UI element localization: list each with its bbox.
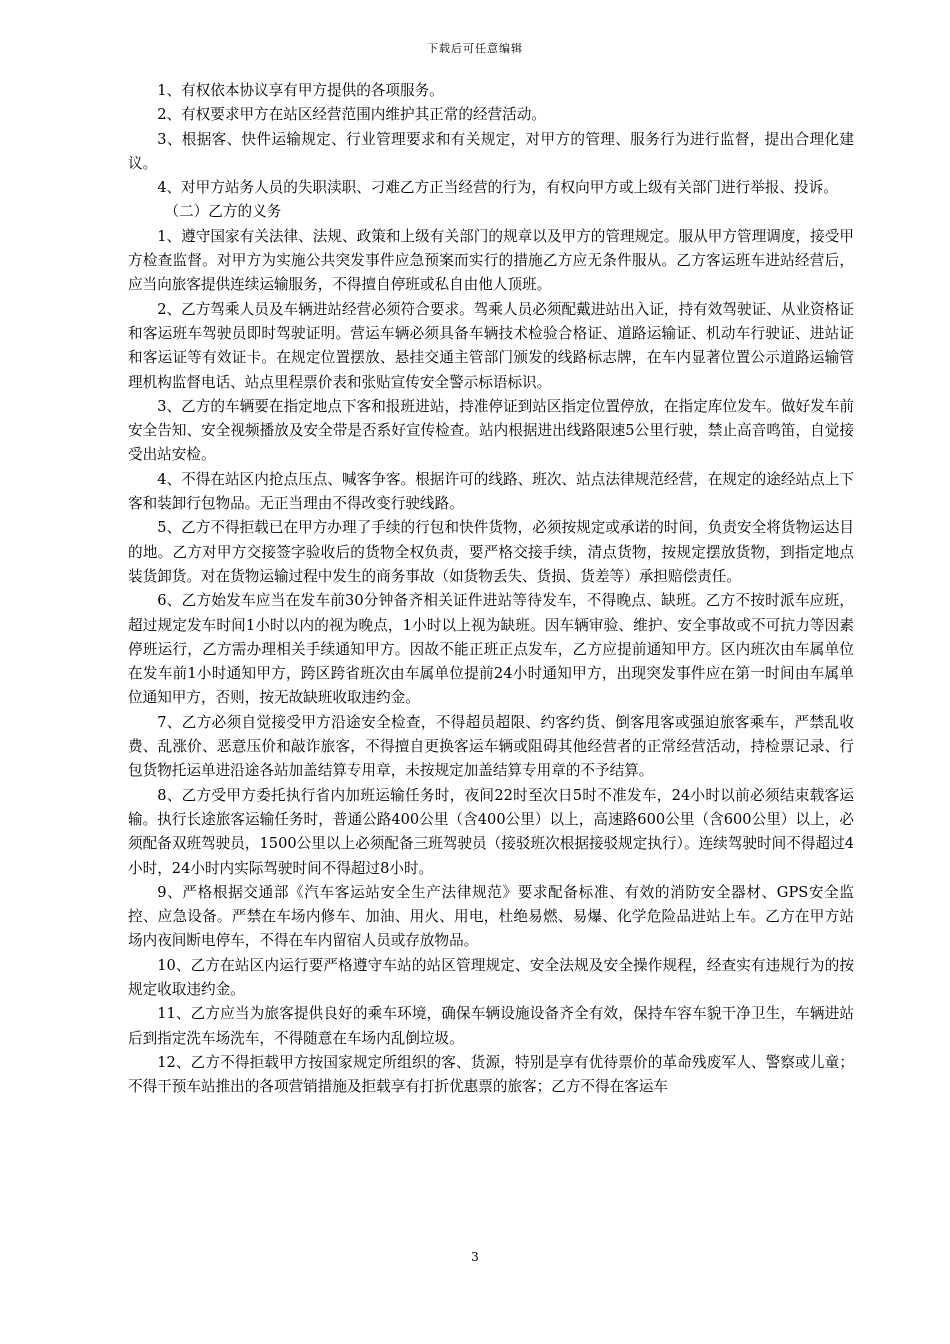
document-body xyxy=(128,79,854,1099)
section-heading: （二）乙方的义务 xyxy=(164,203,282,221)
obligation-6: 6、乙方始发车应当在发车前30分钟备齐相关证件进站等待发车，不得晚点、缺班。乙方不按时派车应班，超过规定发车时间1小时以内的视为晚点，1小时以上视为缺班。因车辆审验、维护、安全事故或不可抗力等因素停班运行，乙方需办理相关手续通知甲方。因故不能正班正点发车，乙方应提前通知甲方。区内班次由车属单位在发车前1小时通知甲方，跨区跨省班次由车属单位提前24小时通知甲方，出现突发事件应在第一时间由车属单位通知甲方，否则，按无故缺班收取违约金。 xyxy=(128,592,854,707)
clause-3: 3、根据客、快件运输规定、行业管理要求和有关规定，对甲方的管理、服务行为进行监督，提出合理化建议。 xyxy=(128,130,854,172)
obligation-9: 9、严格根据交通部《汽车客运站安全生产法律规范》要求配备标准、有效的消防安全器材、GPS安全监控、应急设备。严禁在车场内修车、加油、用火、用电，杜绝易燃、易爆、化学危险品进站上车。乙方在甲方站场内夜间断电停车，不得在车内留宿人员或存放物品。 xyxy=(128,883,854,950)
obligation-7: 7、乙方必须自觉接受甲方沿途安全检查，不得超员超限、约客约货、倒客甩客或强迫旅客乘车，严禁乱收费、乱涨价、恶意压价和敲诈旅客，不得擅自更换客运车辆或阻碍其他经营者的正常经营活动，持检票记录、行包货物托运单进沿途各站加盖结算专用章，未按规定加盖结算专用章的不予结算。 xyxy=(128,713,854,780)
clause-1: 1、有权依本协议享有甲方提供的各项服务。 xyxy=(157,82,444,99)
obligation-11: 11、乙方应当为旅客提供良好的乘车环境，确保车辆设施设备齐全有效，保持车容车貌干净卫生，车辆进站后到指定洗车场洗车，不得随意在车场内乱倒垃圾。 xyxy=(128,1005,854,1047)
obligation-4: 4、不得在站区内抢点压点、喊客争客。根据许可的线路、班次、站点法律规范经营，在规定的途经站点上下客和装卸行包物品。无正当理由不得改变行驶线路。 xyxy=(128,470,854,513)
obligation-10: 10、乙方在站区内运行要严格遵守车站的站区管理规定、安全法规及安全操作规程，经查实有违规行为的按规定收取违约金。 xyxy=(128,956,854,998)
obligation-2: 2、乙方驾乘人员及车辆进站经营必须符合要求。驾乘人员必须配戴进站出入证，持有效驾驶证、从业资格证和客运班车驾驶员即时驾驶证明。营运车辆必须具备车辆技术检验合格证、道路运输证、机动车行驶证、进站证和客运证等有效证卡。在规定位置摆放、悬挂交通主管部门颁发的线路标志牌，在车内显著位置公示道路运输管理机构监督电话、站点里程票价表和张贴宣传安全警示标语标识。 xyxy=(128,300,854,391)
obligation-1: 1、遵守国家有关法律、法规、政策和上级有关部门的规章以及甲方的管理规定。服从甲方管理调度，接受甲方检查监督。对甲方为实施公共突发事件应急预案而实行的措施乙方应无条件服从。乙方客运班车进站经营后，应当向旅客提供连续运输服务，不得擅自停班或私自由他人顶班。 xyxy=(128,227,854,294)
obligation-8: 8、乙方受甲方委托执行省内加班运输任务时，夜间22时至次日5时不准发车，24小时以前必须结束载客运输。执行长途旅客运输任务时，普通公路400公里（含400公里）以上，高速路600公里（含600公里）以上，必须配备双班驾驶员，1500公里以上必须配备三班驾驶员（接驳班次根据接驳规定执行）。连续驾驶时间不得超过4小时，24小时内实际驾驶时间不得超过8小时。 xyxy=(128,786,854,877)
obligation-3: 3、乙方的车辆要在指定地点下客和报班进站，持准停证到站区指定位置停放，在指定库位发车。做好发车前安全告知、安全视频播放及安全带是否系好宣传检查。站内根据进出线路限速5公里行驶，禁止高音鸣笛，自觉接受出站安检。 xyxy=(128,397,854,464)
clause-4: 4、对甲方站务人员的失职渎职、刁难乙方正当经营的行为，有权向甲方或上级有关部门进行举报、投诉。 xyxy=(157,179,838,197)
obligation-5: 5、乙方不得拒载已在甲方办理了手续的行包和快件货物，必须按规定或承诺的时间，负责安全将货物运达目的地。乙方对甲方交接签字验收后的货物全权负责，要严格交接手续，清点货物，按规定摆放货物，到指定地点装货卸货。对在货物运输过程中发生的商务事故（如货物丢失、货损、货差等）承担赔偿责任。 xyxy=(128,519,854,585)
page-number: 3 xyxy=(471,1250,479,1264)
clause-2: 2、有权要求甲方在站区经营范围内维护其正常的经营活动。 xyxy=(157,106,546,124)
page-header: 下载后可任意编辑 xyxy=(427,42,523,55)
obligation-12: 12、乙方不得拒载甲方按国家规定所组织的客、货源，特别是享有优待票价的革命残废军人、警察或儿童；不得干预车站推出的各项营销措施及拒载享有打折优惠票的旅客；乙方不得在客运车 xyxy=(128,1053,854,1096)
